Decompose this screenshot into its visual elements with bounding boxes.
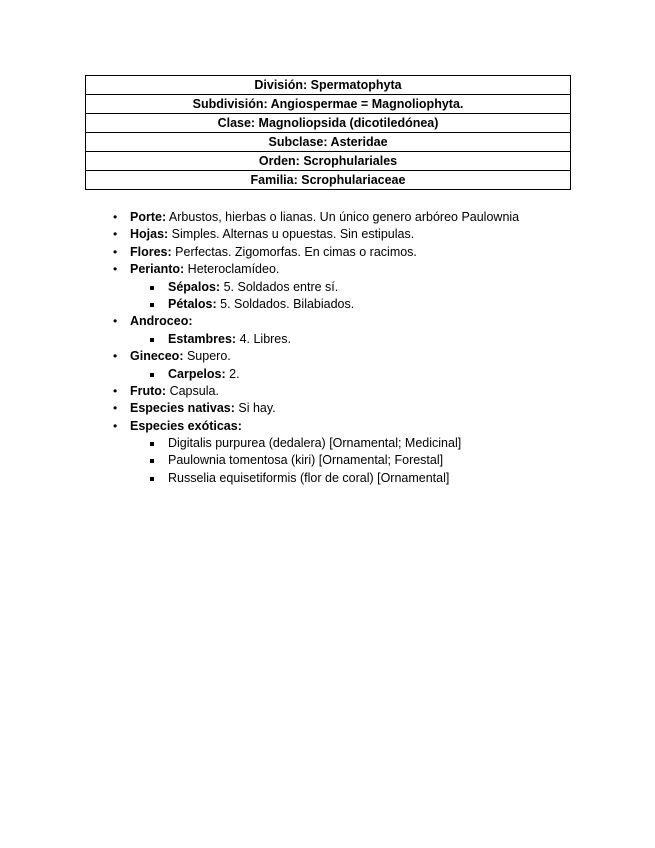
item-label: Carpelos:	[168, 366, 226, 381]
bullet-icon: •	[113, 401, 118, 416]
item-text: Simples. Alternas u opuestas. Sin estipulas.	[168, 227, 415, 242]
square-bullet-icon	[150, 303, 154, 307]
list-item-hojas	[113, 226, 633, 243]
item-text: Capsula.	[166, 383, 219, 398]
item-label: Fruto:	[130, 383, 167, 398]
list-item-petalos	[113, 296, 633, 313]
list-item-sepalos	[113, 279, 633, 296]
item-label: Pétalos:	[168, 296, 217, 311]
bullet-icon: •	[113, 349, 118, 364]
square-bullet-icon	[150, 286, 154, 290]
list-item-porte	[113, 209, 633, 226]
taxonomy-order: Orden: Scrophulariales	[86, 152, 571, 171]
item-text: Si hay.	[234, 401, 276, 416]
item-label: Perianto:	[130, 262, 185, 277]
item-text: Perfectas. Zigomorfas. En cimas o racimos.	[171, 244, 417, 259]
item-text: 5. Soldados entre sí.	[220, 279, 339, 294]
list-item-carpelos	[113, 366, 633, 383]
square-bullet-icon	[150, 459, 154, 463]
item-text: Digitalis purpurea (dedalera) [Ornamental; Medicinal]	[168, 436, 462, 451]
taxonomy-division: División: Spermatophyta	[86, 76, 571, 95]
list-item-fruto	[113, 383, 633, 400]
item-label: Androceo:	[130, 314, 193, 329]
bullet-icon: •	[113, 314, 118, 329]
taxonomy-class: Clase: Magnoliopsida (dicotiledónea)	[86, 114, 571, 133]
item-text: Arbustos, hierbas o lianas. Un único genero arbóreo Paulownia	[166, 210, 520, 224]
square-bullet-icon	[150, 338, 154, 342]
bullet-icon: •	[113, 383, 118, 398]
table-row	[86, 152, 571, 171]
list-item-androceo	[113, 313, 633, 330]
item-label: Especies nativas:	[130, 401, 235, 416]
list-item-especies-nativas	[113, 400, 633, 417]
item-label: Hojas:	[130, 227, 169, 242]
list-item-exotic-species	[113, 452, 633, 469]
list-item-estambres	[113, 331, 633, 348]
taxonomy-subclass: Subclase: Asteridae	[86, 133, 571, 152]
item-label: Gineceo:	[130, 349, 184, 364]
list-item-perianto	[113, 261, 633, 278]
bullet-icon: •	[113, 210, 118, 224]
list-item-flores	[113, 244, 633, 261]
table-row	[86, 76, 571, 95]
list-item-especies-exoticas	[113, 418, 633, 435]
square-bullet-icon	[150, 373, 154, 377]
item-text: Heteroclamídeo.	[184, 262, 280, 277]
table-row	[86, 114, 571, 133]
item-label: Especies exóticas:	[130, 418, 242, 433]
taxonomy-table	[85, 75, 571, 190]
item-text: Russelia equisetiformis (flor de coral) [Ornamental]	[168, 470, 450, 485]
table-row	[86, 171, 571, 190]
bullet-icon: •	[113, 244, 118, 259]
taxonomy-subdivision: Subdivisión: Angiospermae = Magnoliophyta.	[86, 95, 571, 114]
item-text: 4. Libres.	[236, 331, 291, 346]
bullet-icon: •	[113, 262, 118, 277]
item-label: Porte:	[130, 210, 167, 224]
table-row	[86, 133, 571, 152]
taxonomy-family: Familia: Scrophulariaceae	[86, 171, 571, 190]
bullet-icon: •	[113, 227, 118, 242]
list-item-gineceo	[113, 348, 633, 365]
item-text: Supero.	[183, 349, 231, 364]
item-text: 2.	[225, 366, 240, 381]
bullet-icon: •	[113, 418, 118, 433]
table-row	[86, 95, 571, 114]
item-label: Flores:	[130, 244, 172, 259]
square-bullet-icon	[150, 477, 154, 481]
list-item-exotic-species	[113, 470, 633, 487]
item-label: Estambres:	[168, 331, 237, 346]
square-bullet-icon	[150, 442, 154, 446]
item-text: Paulownia tomentosa (kiri) [Ornamental; Forestal]	[168, 453, 444, 468]
item-label: Sépalos:	[168, 279, 221, 294]
list-item-exotic-species	[113, 435, 633, 452]
description-list	[113, 209, 633, 487]
item-text: 5. Soldados. Bilabiados.	[216, 296, 355, 311]
